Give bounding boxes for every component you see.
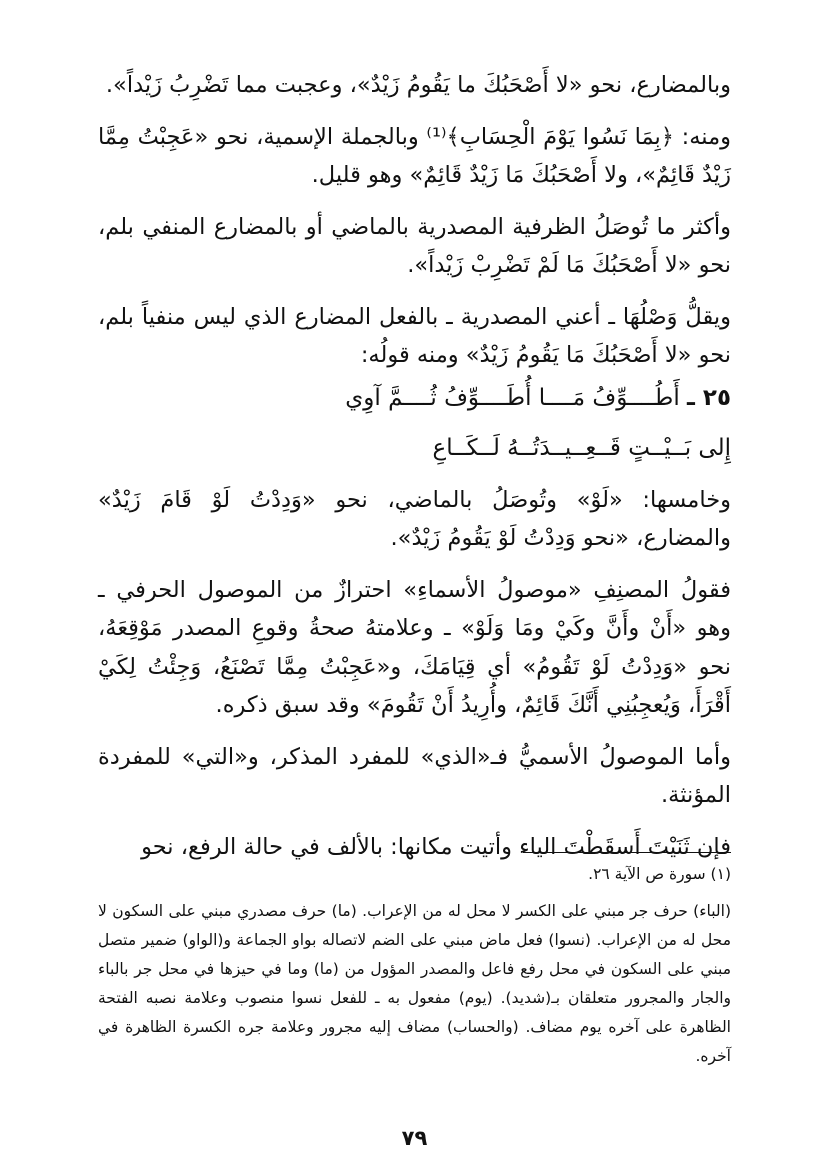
- verse-line-2: إِلى بَــيْــتٍ قَــعِــيــدَتُــهُ لَــكَــاعِ: [432, 434, 731, 461]
- poetry-verse: [98, 379, 731, 475]
- paragraph-7: وأما الموصولُ الأسميُّ فـ«الذي» للمفرد المذكر، و«التي» للمفردة المؤنثة.: [98, 743, 731, 808]
- footnote-divider: [523, 852, 731, 853]
- page-number: ٧٩: [401, 1126, 428, 1150]
- paragraph-8: فإن ثَنَيْتَ أَسقَطْتَ الياء وأتيت مكانها: بالألف في حالة الرفع، نحو: [141, 833, 731, 860]
- footnote-2: (الباء) حرف جر مبني على الكسر لا محل له من الإعراب. (ما) حرف مصدري مبني على السكون لا محل له من الإعراب. (نسوا) فعل ماض مبني على الضم لاتصاله بواو الجماعة و(الواو) ضمير متصل مبني على السكون في محل رفع فاعل والمصدر المؤول من (ما) وما في حيزها في محل جر بالباء والجار والمجرور متعلقان بـ(شديد). (يوم) مفعول به ـ للفعل نسوا منصوب وعلامة نصبه الفتحة الظاهرة على آخره يوم مضاف. (والحساب) مضاف إليه مجرور وعلامة جره الكسرة الظاهرة في آخره.: [98, 902, 731, 1065]
- paragraph-1: وبالمضارع، نحو «لا أَصْحَبُكَ ما يَقُومُ زَيْدٌ»، وعجبت مما تَضْرِبُ زَيْداً».: [105, 72, 731, 98]
- paragraph-2: ومنه: ﴿بِمَا نَسُوا يَوْمَ الْحِسَابِ﴾⁽¹⁾ وبالجملة الإسمية، نحو «عَجِبْتُ مِمَّا زَيْدٌ قَائِمٌ»، ولا أَصْحَبُكَ مَا زَيْدٌ قَائِمٌ» وهو قليل.: [98, 123, 731, 188]
- verse-second-hemistich: [432, 429, 731, 467]
- verse-line-1: أَطُــــوِّفُ مَــــا أُطَــــوِّفُ ثُــــمَّ آوِي: [345, 384, 680, 411]
- paragraph-4: ويقلُّ وَصْلُهَا ـ أعني المصدرية ـ بالفعل المضارع الذي ليس منفياً بلم، نحو «لا أَصْحَبُكَ مَا يَقُومُ زَيْدٌ» ومنه قولُه:: [98, 303, 731, 368]
- verse-first-hemistich: [345, 379, 731, 417]
- paragraph-3: وأكثر ما تُوصَلُ الظرفية المصدرية بالماضي أو بالمضارع المنفي بلم، نحو «لا أَصْحَبُكَ مَا لَمْ تَضْرِبْ زَيْداً».: [98, 213, 731, 278]
- paragraph-5: وخامسها: «لَوْ» وتُوصَلُ بالماضي، نحو «وَدِدْتُ لَوْ قَامَ زَيْدٌ» والمضارع، «نحو وَدِدْتُ لَوْ يَقُومُ زَيْدٌ».: [98, 486, 731, 551]
- footnote-reference: [98, 860, 731, 889]
- footnote-1: (١) سورة ص الآية ٢٦.: [588, 865, 731, 883]
- paragraph-6: فقولُ المصنِفِ «موصولُ الأسماءِ» احترازٌ من الموصول الحرفي ـ وهو «أَنْ وأَنَّ وكَيْ ومَا وَلَوْ» ـ وعلامتهُ صحةُ وقوعِ المصدر مَوْقِعَهُ، نحو «وَدِدْتُ لَوْ تَقُومُ» أي قِيَامَكَ، و«عَجِبْتُ مِمَّا تَصْنَعُ، وَجِئْتُ لِكَيْ أَقْرَأَ، وَيُعجِبُنِي أَنَّكَ قَائِمٌ، وأُرِيدُ أَنْ تَقُومَ» وقد سبق ذكره.: [98, 576, 731, 718]
- main-text: [98, 66, 731, 879]
- footnote-parsing: [98, 897, 731, 1071]
- verse-number: ٢٥ ـ: [687, 384, 731, 411]
